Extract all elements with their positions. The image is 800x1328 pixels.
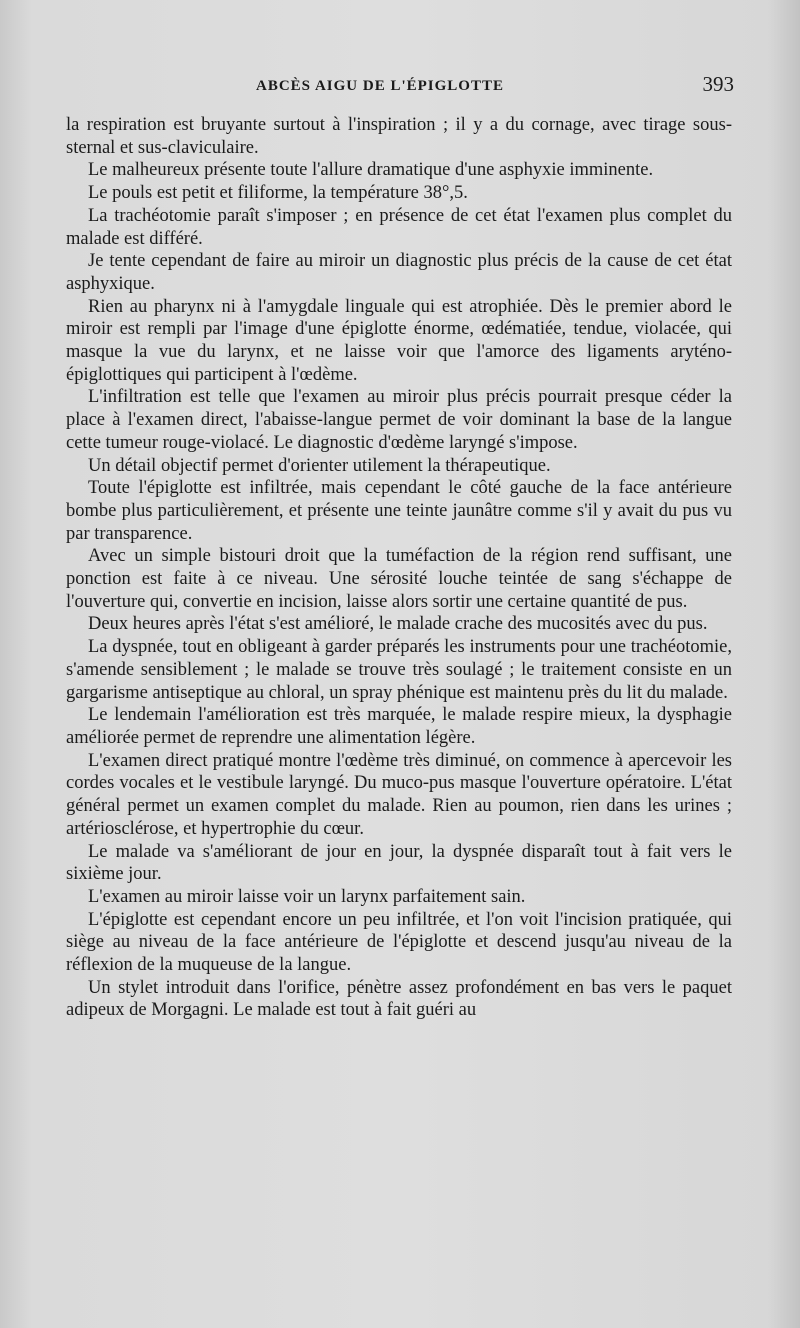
paragraph: Le lendemain l'amélioration est très marquée, le malade respire mieux, la dysphagie améliorée permet de reprendre une alimentation légère. [66,705,732,748]
paragraph: Toute l'épiglotte est infiltrée, mais cependant le côté gauche de la face antérieure bombe plus particulièrement, et présente une teinte jaunâtre comme s'il y avait du pus vu par transparence. [66,478,732,544]
paragraph: La dyspnée, tout en obligeant à garder préparés les instruments pour une trachéotomie, s'amende sensiblement ; le malade se trouve très soulagé ; le traitement consiste en un gargarisme antiseptique au chloral, un spray phénique est maintenu près du lit du malade. [66,637,732,703]
paragraph: L'examen direct pratiqué montre l'œdème très diminué, on commence à apercevoir les cordes vocales et le vestibule laryngé. Du muco-pus masque l'ouverture opératoire. L'état général permet un examen complet du malade. Rien au poumon, rien dans les urines ; artériosclérose, et hypertrophie du cœur. [66,750,732,839]
paragraph: L'examen au miroir laisse voir un larynx parfaitement sain. [88,886,526,907]
paragraph: Le malade va s'améliorant de jour en jour, la dyspnée disparaît tout à fait vers le sixième jour. [66,841,732,885]
paragraph: Avec un simple bistouri droit que la tuméfaction de la région rend suffisant, une ponction est faite à ce niveau. Une sérosité louche teintée de sang s'échappe de l'ouverture qui, convertie en incision, laisse alors sortir une certaine quantité de pus. [66,546,732,612]
paragraph: la respiration est bruyante surtout à l'inspiration ; il y a du cornage, avec tirage sous-sternal et sus-claviculaire. [66,115,732,158]
running-title: ABCÈS AIGU DE L'ÉPIGLOTTE [256,78,504,94]
paragraph: La trachéotomie paraît s'imposer ; en présence de cet état l'examen plus complet du malade est différé. [66,205,732,249]
paragraph: Un stylet introduit dans l'orifice, pénètre assez profondément en bas vers le paquet adipeux de Morgagni. Le malade est tout à fait guéri au [66,977,732,1021]
paragraph: Deux heures après l'état s'est amélioré, le malade crache des mucosités avec du pus. [88,614,708,635]
paragraph: Le pouls est petit et filiforme, la température 38°,5. [88,183,468,204]
paragraph: L'épiglotte est cependant encore un peu infiltrée, et l'on voit l'incision pratiquée, qui siège au niveau de la face antérieure de l'épiglotte et descend jusqu'au niveau de la réflexion de la muqueuse de la langue. [66,909,732,976]
page-header [66,72,734,106]
paragraph: Un détail objectif permet d'orienter utilement la thérapeutique. [88,455,551,476]
paragraph: Je tente cependant de faire au miroir un diagnostic plus précis de la cause de cet état asphyxique. [66,251,732,294]
page-number: 393 [702,72,734,96]
paragraph: L'infiltration est telle que l'examen au miroir plus précis pourrait presque céder la place à l'examen direct, l'abaisse-langue permet de voir dominant la base de la langue cette tumeur rouge-violacé. Le diagnostic d'œdème laryngé s'impose. [66,387,732,453]
paragraph: Le malheureux présente toute l'allure dramatique d'une asphyxie imminente. [88,160,654,181]
body-text [66,114,732,1022]
paragraph: Rien au pharynx ni à l'amygdale linguale qui est atrophiée. Dès le premier abord le miroir est rempli par l'image d'une épiglotte énorme, œdématiée, tendue, violacée, qui masque la vue du larynx, et ne laisse voir que l'amorce des ligaments aryténo-épiglottiques qui participent à l'œdème. [66,296,732,385]
